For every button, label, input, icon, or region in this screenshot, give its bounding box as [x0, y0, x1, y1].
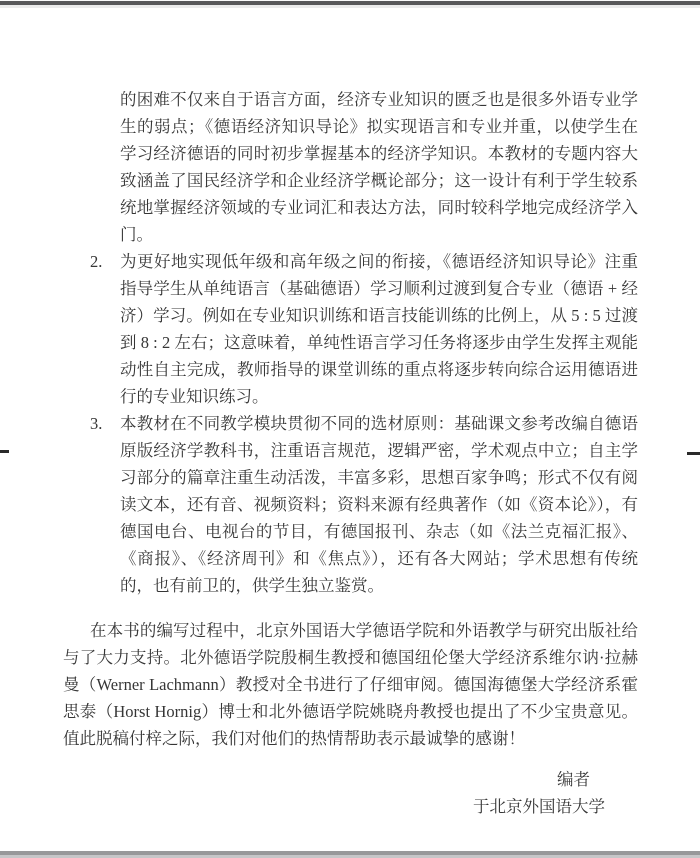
signature-place: 于北京外国语大学 [473, 797, 605, 816]
right-crop-mark [687, 452, 700, 455]
list-item-2 [63, 248, 638, 410]
list-item-3 [63, 410, 638, 599]
signature-block [63, 766, 638, 820]
list-item-2-number: 2. [90, 252, 103, 271]
list-item-3-text: 本教材在不同教学模块贯彻不同的选材原则：基础课文参考改编自德语原版经济学教科书，注重语言规范，逻辑严密，学术观点中立；自主学习部分的篇章注重生动活泼，丰富多彩，思想百家争鸣；形式不仅有阅读文本，还有音、视频资料；资料来源有经典著作（如《资本论》），有德国电台、电视台的节目，有德国报刊、杂志（如《法兰克福汇报》、《商报》、《经济周刊》和《焦点》），还有各大网站；学术思想有传统的，也有前卫的，供学生独立鉴赏。 [120, 414, 638, 595]
left-crop-mark [0, 450, 9, 453]
list-item-3-number: 3. [90, 414, 103, 433]
closing-paragraph: 在本书的编写过程中，北京外国语大学德语学院和外语教学与研究出版社给与了大力支持。北外德语学院殷桐生教授和德国纽伦堡大学经济系维尔讷·拉赫曼（Werner Lachmann）教授对全书进行了仔细审阅。德国海德堡大学经济系霍思泰（Horst Hornig）博士和北外德语学院姚晓舟教授也提出了不少宝贵意见。值此脱稿付梓之际，我们对他们的热情帮助表示最诚挚的感谢！ [63, 621, 638, 748]
paragraph-item1-continuation: 的困难不仅来自于语言方面，经济专业知识的匮乏也是很多外语专业学生的弱点；《德语经济知识导论》拟实现语言和专业并重，以使学生在学习经济德语的同时初步掌握基本的经济学知识。本教材的专题内容大致涵盖了国民经济学和企业经济学概论部分；这一设计有利于学生较系统地掌握经济领域的专业词汇和表达方法，同时较科学地完成经济学入门。 [120, 90, 638, 244]
list-item-2-text: 为更好地实现低年级和高年级之间的衔接，《德语经济知识导论》注重指导学生从单纯语言（基础德语）学习顺利过渡到复合专业（德语 + 经济）学习。例如在专业知识训练和语言技能训练的比例上，从 5 : 5 过渡到 8 : 2 左右；这意味着，单纯性语言学习任务将逐步由学生发挥主观能动性自主完成，教师指导的课堂训练的重点将逐步转向综合运用德语进行的专业知识练习。 [120, 252, 638, 406]
signature-author: 编者 [557, 770, 590, 789]
page-text-block [63, 86, 638, 820]
page-top-edge-shadow [0, 5, 700, 8]
